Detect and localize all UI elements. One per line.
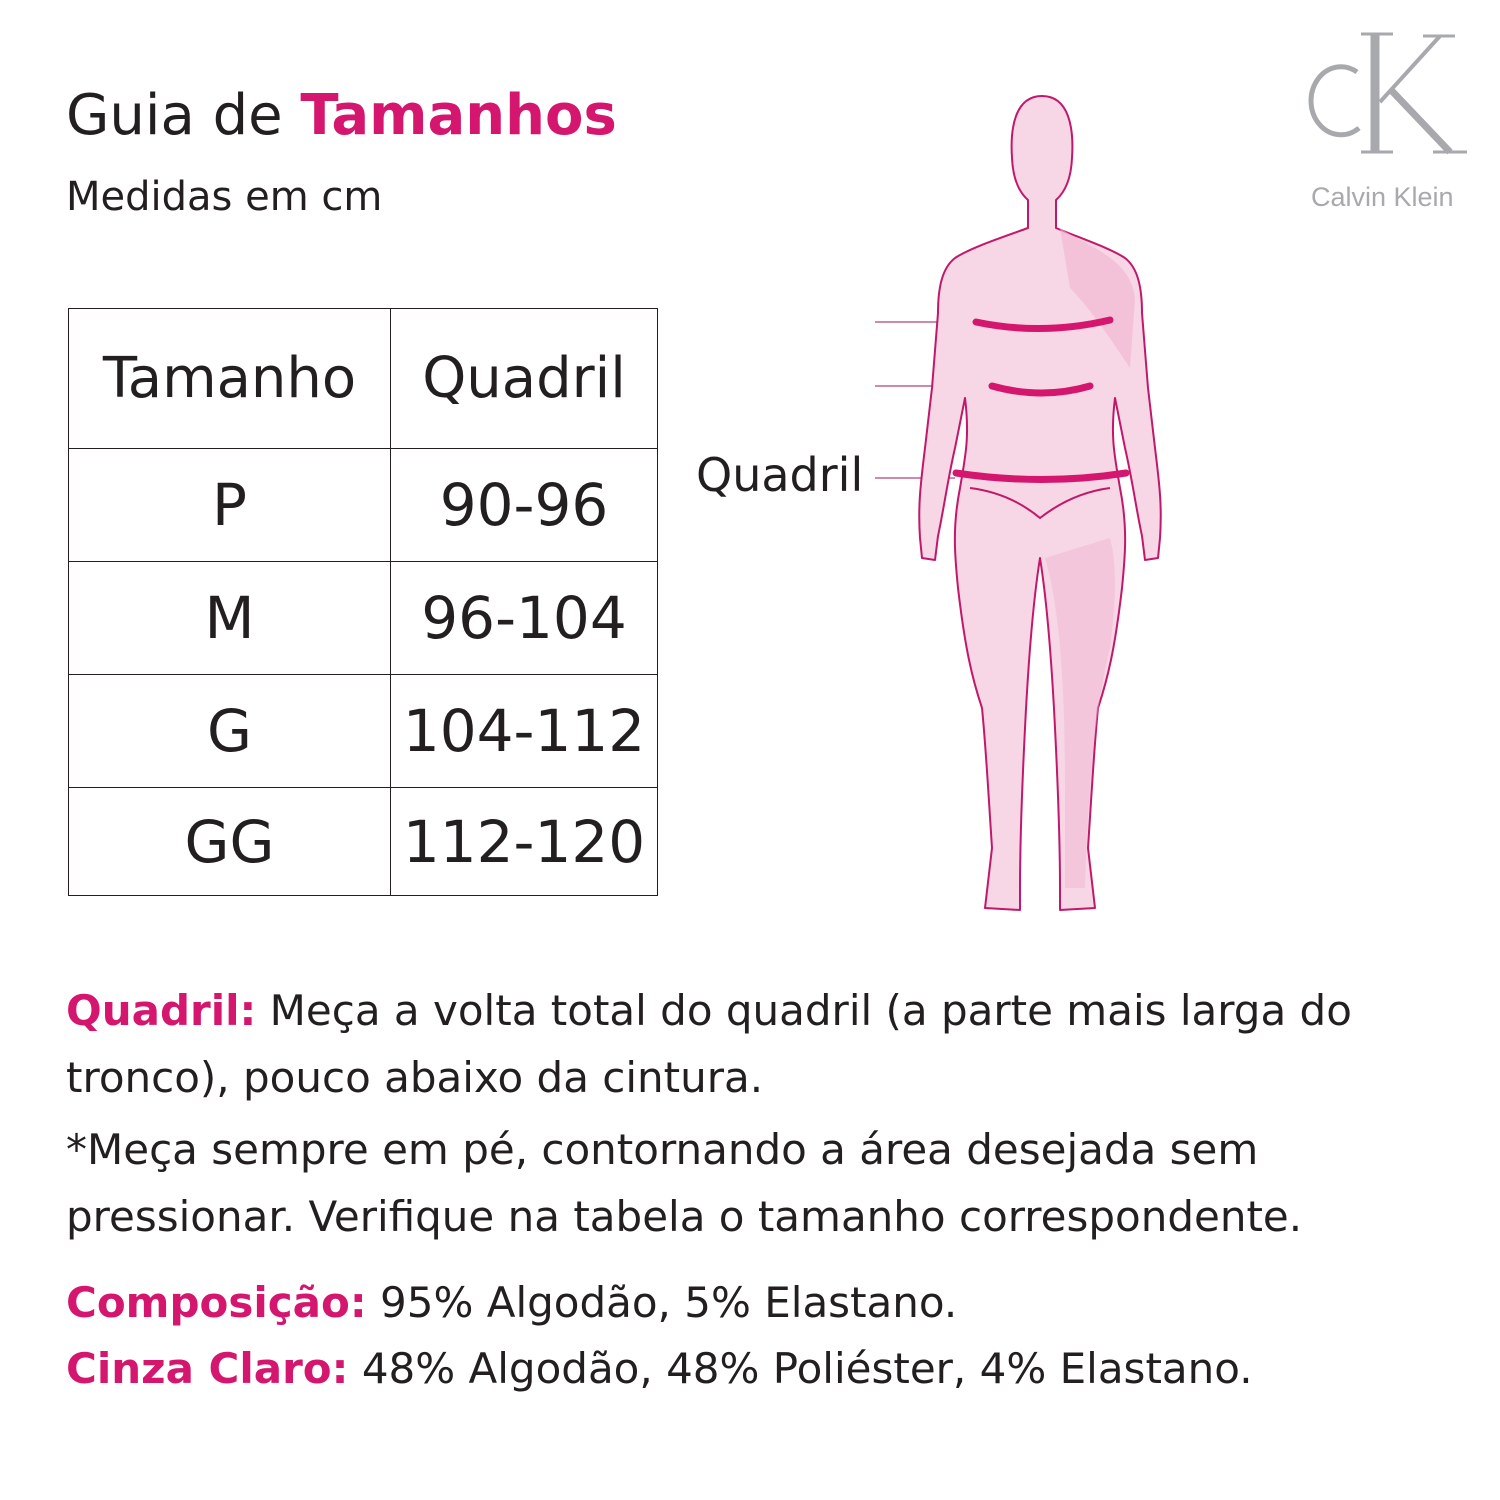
title-accent: Tamanhos bbox=[300, 83, 617, 148]
size-table bbox=[68, 308, 658, 896]
composition-line bbox=[66, 1270, 1366, 1336]
size-cell: GG bbox=[69, 788, 391, 896]
table-row bbox=[69, 788, 658, 896]
header-size: Tamanho bbox=[69, 309, 391, 449]
light-gray-key: Cinza Claro: bbox=[66, 1344, 349, 1393]
page-subtitle: Medidas em cm bbox=[66, 174, 383, 220]
table-row bbox=[69, 562, 658, 675]
hip-note bbox=[66, 977, 1366, 1111]
hip-note-text: Meça a volta total do quadril (a parte mais larga do tronco), pouco abaixo da cintura. bbox=[66, 986, 1352, 1102]
table-row bbox=[69, 675, 658, 788]
ck-monogram-icon bbox=[1305, 30, 1470, 155]
body-figure-illustration bbox=[860, 88, 1180, 928]
body-silhouette bbox=[919, 96, 1161, 910]
calvin-klein-logo bbox=[1305, 30, 1475, 212]
hip-note-key: Quadril: bbox=[66, 986, 257, 1035]
composition-key: Composição: bbox=[66, 1278, 367, 1327]
size-cell: G bbox=[69, 675, 391, 788]
title-prefix: Guia de bbox=[66, 83, 283, 148]
composition-notes bbox=[66, 1270, 1366, 1402]
size-cell: P bbox=[69, 449, 391, 562]
measure-tip: *Meça sempre em pé, contornando a área desejada sem pressionar. Verifique na tabela o tamanho correspondente. bbox=[66, 1125, 1303, 1241]
hip-measure-label: Quadril bbox=[696, 448, 864, 502]
page-title bbox=[66, 83, 617, 148]
table-header-row bbox=[69, 309, 658, 449]
hip-cell: 112-120 bbox=[391, 788, 658, 896]
hip-cell: 90-96 bbox=[391, 449, 658, 562]
hip-cell: 96-104 bbox=[391, 562, 658, 675]
table-row bbox=[69, 449, 658, 562]
light-gray-text: 48% Algodão, 48% Poliéster, 4% Elastano. bbox=[348, 1344, 1253, 1393]
hip-cell: 104-112 bbox=[391, 675, 658, 788]
composition-text: 95% Algodão, 5% Elastano. bbox=[366, 1278, 958, 1327]
brand-name: Calvin Klein bbox=[1311, 182, 1454, 212]
light-gray-line bbox=[66, 1336, 1366, 1402]
size-cell: M bbox=[69, 562, 391, 675]
header-hip: Quadril bbox=[391, 309, 658, 449]
